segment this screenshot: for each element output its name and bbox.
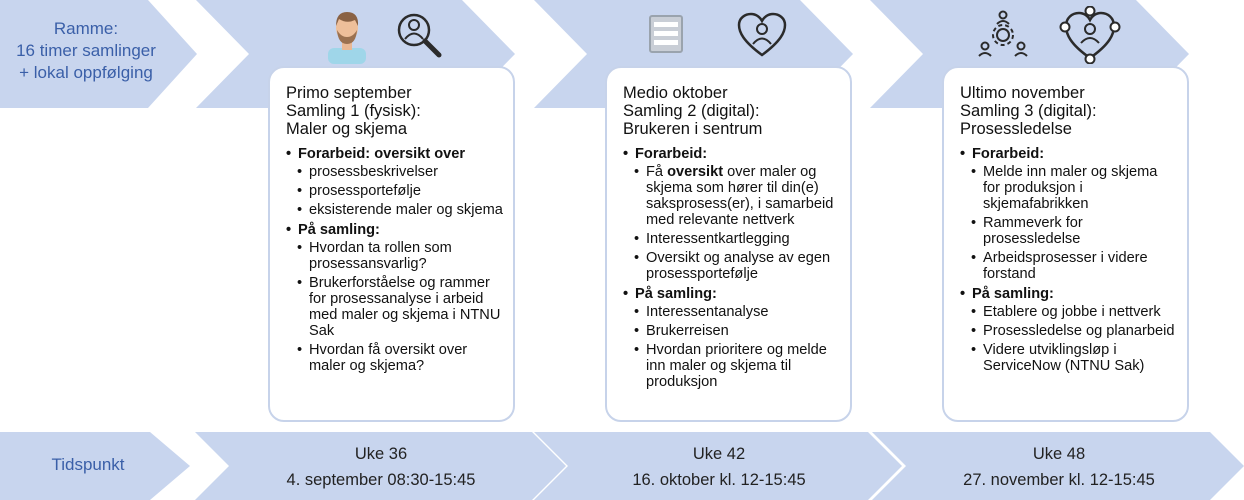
time-cell-1 [240, 441, 522, 493]
session-timing: Medio oktober [623, 84, 728, 102]
time-cell-3 [918, 441, 1200, 493]
prep-section [623, 146, 840, 282]
frame-label [0, 18, 172, 84]
session-section [286, 222, 503, 374]
prep-heading: • Forarbeid: [623, 146, 840, 162]
frame-line-3: + lokal oppfølging [19, 63, 153, 82]
week-label: Uke 42 [692, 445, 746, 463]
session-card-2 [605, 66, 852, 422]
session-timing: Ultimo november [960, 84, 1085, 102]
timeline-label: Tidspunkt [51, 455, 125, 474]
prep-heading: • Forarbeid: [960, 146, 1177, 162]
session-card-1 [268, 66, 515, 422]
prep-item-before: Få [646, 164, 668, 180]
session-number: Samling 3 (digital): [960, 102, 1097, 120]
session-datetime: 27. november kl. 12-15:45 [963, 471, 1155, 489]
time-cell-2 [578, 441, 860, 493]
team-gear-icon [978, 10, 1028, 60]
session-item: • Etablere og jobbe i nettverk [960, 304, 1177, 320]
session-datetime: 16. oktober kl. 12-15:45 [632, 471, 806, 489]
session-card-3 [942, 66, 1189, 422]
session-title [286, 84, 503, 138]
session-heading: • På samling: [960, 286, 1177, 302]
frame-line-2: 16 timer samlinger [16, 41, 156, 60]
session-number: Samling 1 (fysisk): [286, 102, 421, 120]
prep-section [960, 146, 1177, 282]
prep-item: • Arbeidsprosesser i videre forstand [960, 250, 1177, 282]
prep-item-bold: oversikt [667, 164, 724, 180]
session-timing: Primo september [286, 84, 412, 102]
prep-item: • Oversikt og analyse av egen prosessportefølje [623, 250, 840, 282]
session-title [623, 84, 840, 138]
week-label: Uke 48 [1032, 445, 1086, 463]
heart-network-icon [1058, 6, 1122, 64]
person-avatar-icon [322, 6, 372, 64]
session-item: • Hvordan prioritere og melde inn maler og skjema til produksjon [623, 342, 840, 390]
session-topic: Brukeren i sentrum [623, 120, 763, 138]
prep-section [286, 146, 503, 218]
week-label: Uke 36 [354, 445, 408, 463]
session-item: • Brukerreisen [623, 323, 840, 339]
session-item: • Hvordan ta rollen som prosessansvarlig? [286, 240, 503, 272]
prep-item: • prosessbeskrivelser [286, 164, 503, 180]
session-item: • Brukerforståelse og rammer for prosessanalyse i arbeid med maler og skjema i NTNU Sak [286, 275, 503, 339]
heart-person-icon [737, 12, 787, 58]
session-section [960, 286, 1177, 374]
session-topic: Prosessledelse [960, 120, 1072, 138]
prep-heading: • Forarbeid: oversikt over [286, 146, 503, 162]
magnifier-person-icon [396, 12, 442, 58]
session-item: • Videre utviklingsløp i ServiceNow (NTNU Sak) [960, 342, 1177, 374]
prep-item: • Interessentkartlegging [623, 231, 840, 247]
prep-item: • prosessportefølje [286, 183, 503, 199]
session-item: • Interessentanalyse [623, 304, 840, 320]
prep-item: • Melde inn maler og skjema for produksjon i skjemafabrikken [960, 164, 1177, 212]
prep-item: • eksisterende maler og skjema [286, 202, 503, 218]
session-datetime: 4. september 08:30-15:45 [286, 471, 476, 489]
session-number: Samling 2 (digital): [623, 102, 760, 120]
prep-item-after: over maler og skjema som hører til din(e) saksprosess(er), i samarbeid med relevante nettverk [646, 164, 834, 228]
document-form-icon [648, 14, 684, 54]
session-topic: Maler og skjema [286, 120, 408, 138]
frame-line-1: Ramme: [53, 19, 119, 38]
session-title [960, 84, 1177, 138]
session-heading: • På samling: [286, 222, 503, 238]
session-heading: • På samling: [623, 286, 840, 302]
session-item: • Prosessledelse og planarbeid [960, 323, 1177, 339]
prep-item: • Rammeverk for prosessledelse [960, 215, 1177, 247]
session-section [623, 286, 840, 390]
prep-item [623, 164, 840, 228]
session-item: • Hvordan få oversikt over maler og skjema? [286, 342, 503, 374]
